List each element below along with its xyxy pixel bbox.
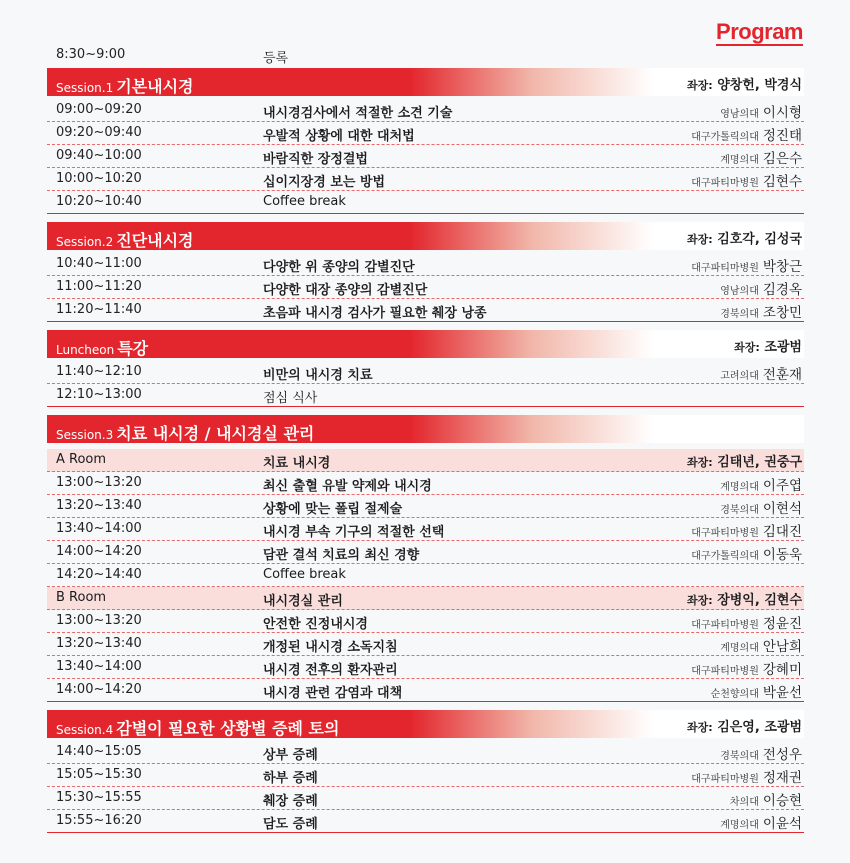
topic: Coffee break <box>263 567 346 582</box>
institution: 영남의대 <box>720 109 759 120</box>
table-row <box>47 810 804 833</box>
speaker: 조창민 <box>762 305 802 321</box>
speaker: 이주엽 <box>762 478 802 494</box>
table-row <box>47 741 804 764</box>
time: 11:20~11:40 <box>56 302 142 317</box>
speaker: 박윤선 <box>762 685 802 701</box>
table-row <box>47 191 804 214</box>
time: 13:20~13:40 <box>56 498 142 513</box>
chair-label: 좌장: <box>734 341 760 354</box>
table-row <box>47 361 804 384</box>
time: 13:00~13:20 <box>56 475 142 490</box>
topic: 다양한 위 종양의 감별진단 <box>263 260 415 275</box>
table-row <box>47 253 804 276</box>
session-prefix: Session.3 <box>56 428 114 442</box>
session-header <box>47 415 804 443</box>
institution: 대구파티마병원 <box>691 666 759 677</box>
time: 13:40~14:00 <box>56 521 142 536</box>
institution: 대구가톨릭의대 <box>691 132 759 143</box>
session-title: 진단내시경 <box>116 231 194 250</box>
speaker: 정진태 <box>762 128 802 144</box>
table-row <box>47 541 804 564</box>
time: 8:30~9:00 <box>56 47 126 62</box>
time: 15:30~15:55 <box>56 790 142 805</box>
topic: Coffee break <box>263 194 346 209</box>
topic: 췌장 증례 <box>263 794 318 809</box>
session-prefix: Session.2 <box>56 235 114 249</box>
topic: 내시경검사에서 적절한 소견 기술 <box>263 106 453 121</box>
topic: 점심 식사 <box>263 391 318 406</box>
speaker: 김현수 <box>762 174 802 190</box>
institution: 고려의대 <box>720 371 759 382</box>
table-row <box>47 633 804 656</box>
room-name: B Room <box>56 590 107 605</box>
topic: 하부 증례 <box>263 771 318 786</box>
institution: 대구파티마병원 <box>691 620 759 631</box>
session-header <box>47 68 804 96</box>
speaker: 안남희 <box>762 639 802 655</box>
table-row <box>47 168 804 191</box>
session-header <box>47 222 804 250</box>
topic: 내시경 관련 감염과 대책 <box>263 686 403 701</box>
topic: 최신 출혈 유발 약제와 내시경 <box>263 479 432 494</box>
table-row <box>47 518 804 541</box>
table-row <box>47 610 804 633</box>
topic: 담도 증례 <box>263 817 318 832</box>
chair-names: 양창헌, 박경식 <box>717 78 802 93</box>
time: 11:40~12:10 <box>56 364 142 379</box>
institution: 차의대 <box>729 797 759 808</box>
topic: 개정된 내시경 소독지침 <box>263 640 398 655</box>
time: 14:20~14:40 <box>56 567 142 582</box>
session-title: 특강 <box>117 339 149 358</box>
institution: 경북의대 <box>720 751 759 762</box>
institution: 계명의대 <box>720 155 759 166</box>
speaker: 정윤진 <box>762 616 802 632</box>
time: 15:55~16:20 <box>56 813 142 828</box>
registration-row <box>47 44 804 66</box>
time: 14:40~15:05 <box>56 744 142 759</box>
speaker: 전훈재 <box>762 367 802 383</box>
chair-label: 좌장: <box>687 721 713 734</box>
time: 13:40~14:00 <box>56 659 142 674</box>
topic: 상부 증례 <box>263 748 318 763</box>
institution: 경북의대 <box>720 505 759 516</box>
room-name: A Room <box>56 452 107 467</box>
topic: 초음파 내시경 검사가 필요한 췌장 낭종 <box>263 306 487 321</box>
time: 11:00~11:20 <box>56 279 142 294</box>
speaker: 정재권 <box>762 770 802 786</box>
session-prefix: Session.1 <box>56 81 114 95</box>
chair-names: 김호각, 김성국 <box>717 232 802 247</box>
speaker: 김경옥 <box>762 282 802 298</box>
time: 15:05~15:30 <box>56 767 142 782</box>
topic: 내시경 부속 기구의 적절한 선택 <box>263 525 445 540</box>
session-prefix: Luncheon <box>56 343 115 357</box>
speaker: 김은수 <box>762 151 802 167</box>
room-topic: 치료 내시경 <box>263 456 331 471</box>
session-prefix: Session.4 <box>56 723 114 737</box>
speaker: 이승현 <box>762 793 802 809</box>
institution: 순천향의대 <box>710 689 759 700</box>
table-row <box>47 145 804 168</box>
speaker: 이현석 <box>762 501 802 517</box>
session-header <box>47 710 804 738</box>
topic: 담관 결석 치료의 최신 경향 <box>263 548 420 563</box>
topic: 안전한 진정내시경 <box>263 617 368 632</box>
table-row <box>47 787 804 810</box>
session-title: 치료 내시경 / 내시경실 관리 <box>116 424 315 443</box>
chair-label: 좌장: <box>687 594 713 607</box>
chair-names: 김태년, 권중구 <box>717 455 802 470</box>
time: 13:20~13:40 <box>56 636 142 651</box>
session-title: 기본내시경 <box>116 77 194 96</box>
time: 10:20~10:40 <box>56 194 142 209</box>
table-row <box>47 495 804 518</box>
room-header <box>47 587 804 610</box>
speaker: 전성우 <box>762 747 802 763</box>
table-row <box>47 122 804 145</box>
table-row <box>47 99 804 122</box>
speaker: 박창근 <box>762 259 802 275</box>
institution: 대구파티마병원 <box>691 528 759 539</box>
topic: 상황에 맞는 폴립 절제술 <box>263 502 403 517</box>
speaker: 이시형 <box>762 105 802 121</box>
speaker: 이윤석 <box>762 816 802 832</box>
chair-label: 좌장: <box>687 456 713 469</box>
institution: 계명의대 <box>720 482 759 493</box>
table-row <box>47 276 804 299</box>
session-header <box>47 330 804 358</box>
table-row <box>47 384 804 407</box>
institution: 계명의대 <box>720 643 759 654</box>
table-row <box>47 764 804 787</box>
topic: 다양한 대장 종양의 감별진단 <box>263 283 428 298</box>
table-row <box>47 656 804 679</box>
table-row <box>47 679 804 702</box>
time: 09:00~09:20 <box>56 102 142 117</box>
speaker: 강혜미 <box>762 662 802 678</box>
institution: 경북의대 <box>720 309 759 320</box>
speaker: 김대진 <box>762 524 802 540</box>
time: 09:20~09:40 <box>56 125 142 140</box>
topic: 등록 <box>263 51 289 66</box>
time: 14:00~14:20 <box>56 544 142 559</box>
chair-label: 좌장: <box>687 79 713 92</box>
time: 10:40~11:00 <box>56 256 142 271</box>
time: 14:00~14:20 <box>56 682 142 697</box>
institution: 대구파티마병원 <box>691 774 759 785</box>
topic: 바람직한 장정결법 <box>263 152 368 167</box>
time: 12:10~13:00 <box>56 387 142 402</box>
speaker: 이동욱 <box>762 547 802 563</box>
chair-names: 조광범 <box>764 340 802 355</box>
session-title: 감별이 필요한 상황별 증례 토의 <box>116 719 340 738</box>
topic: 내시경 전후의 환자관리 <box>263 663 398 678</box>
institution: 영남의대 <box>720 286 759 297</box>
page-title: Program <box>716 19 803 44</box>
table-row <box>47 472 804 495</box>
institution: 대구가톨릭의대 <box>691 551 759 562</box>
room-header <box>47 449 804 472</box>
time: 09:40~10:00 <box>56 148 142 163</box>
time: 13:00~13:20 <box>56 613 142 628</box>
table-row <box>47 299 804 322</box>
institution: 대구파티마병원 <box>691 263 759 274</box>
table-row <box>47 564 804 587</box>
institution: 계명의대 <box>720 820 759 831</box>
topic: 십이지장경 보는 방법 <box>263 175 386 190</box>
program-table <box>47 44 804 833</box>
topic: 비만의 내시경 치료 <box>263 368 373 383</box>
topic: 우발적 상황에 대한 대처법 <box>263 129 415 144</box>
room-topic: 내시경실 관리 <box>263 594 343 609</box>
chair-names: 김은영, 조광범 <box>717 720 802 735</box>
institution: 대구파티마병원 <box>691 178 759 189</box>
time: 10:00~10:20 <box>56 171 142 186</box>
chair-names: 장병익, 김현수 <box>717 593 802 608</box>
chair-label: 좌장: <box>687 233 713 246</box>
